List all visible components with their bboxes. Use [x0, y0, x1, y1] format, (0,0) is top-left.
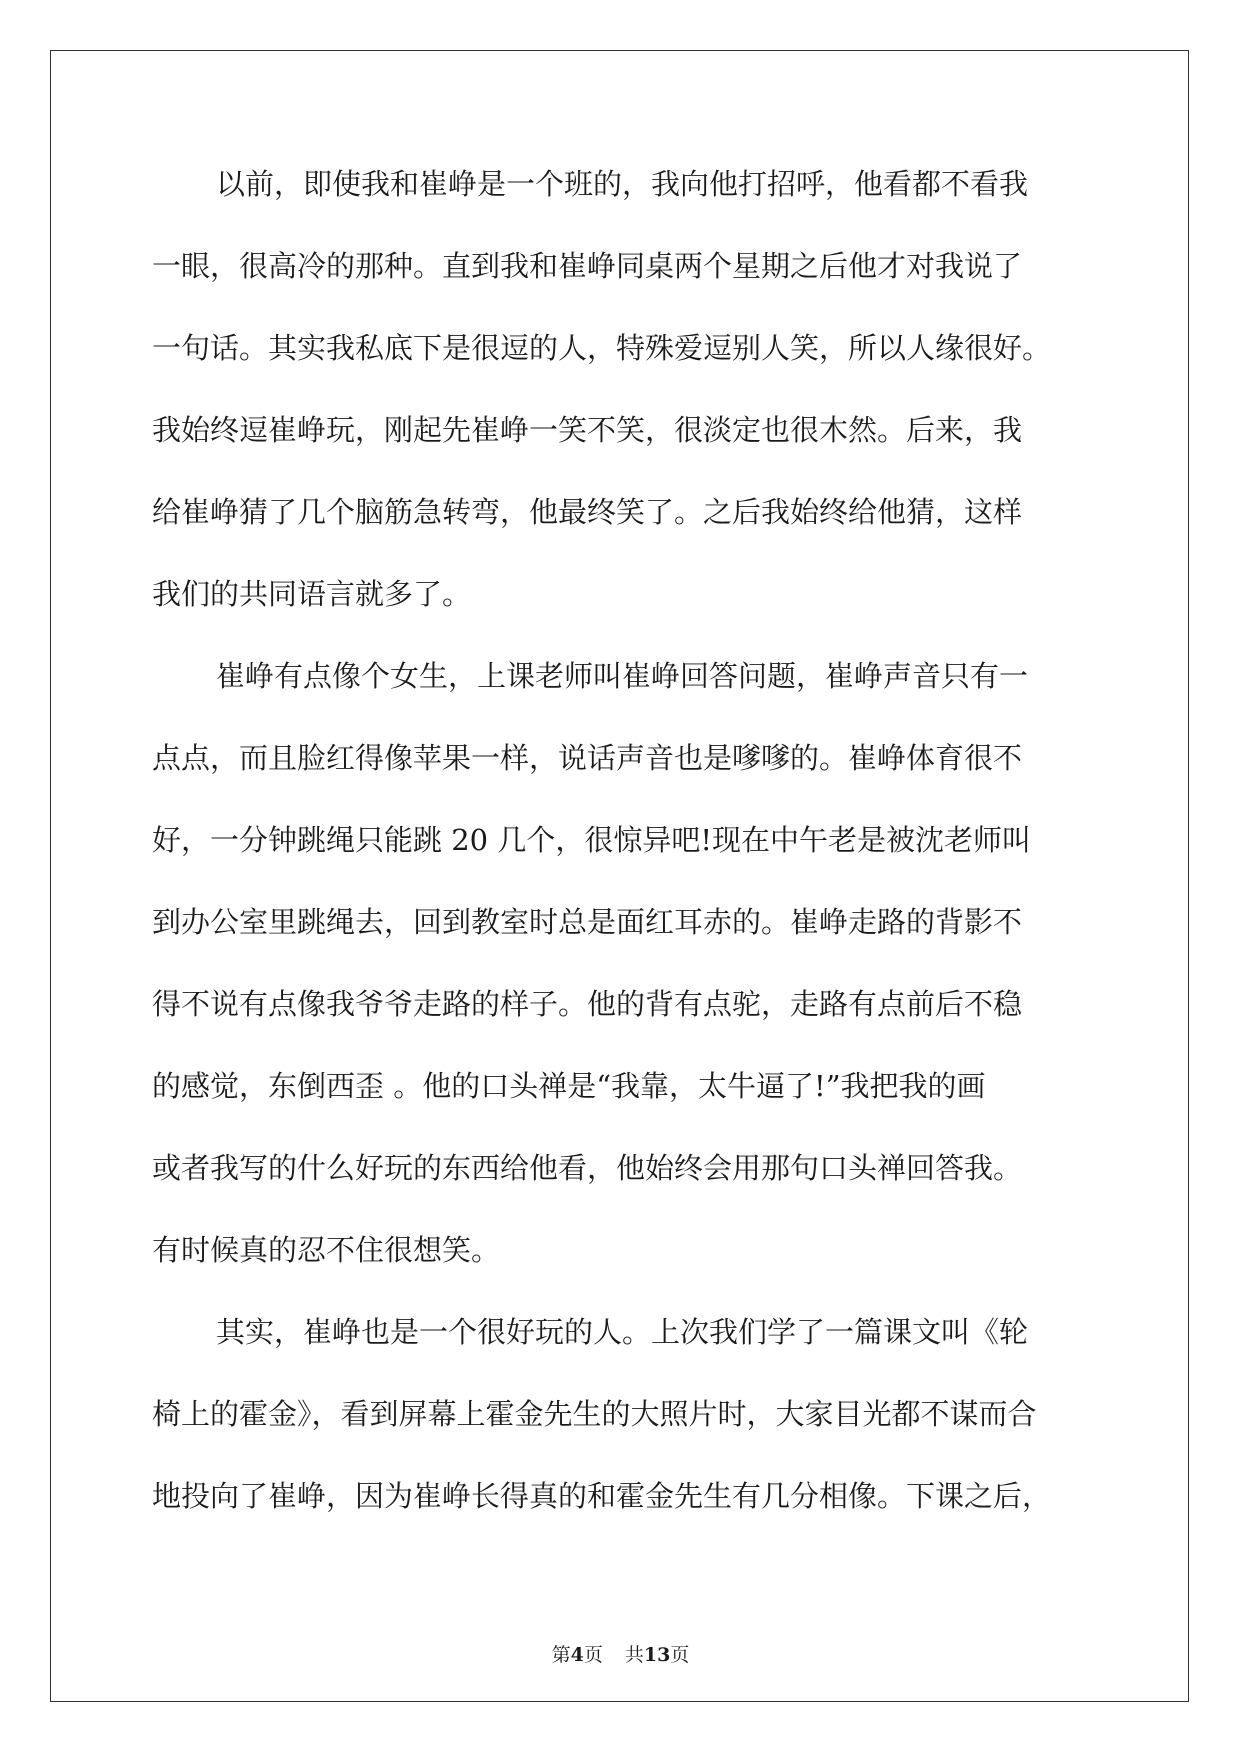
- current-page-number: 4: [570, 1644, 584, 1666]
- total-page-count: 13: [643, 1644, 671, 1666]
- paragraph-1-line-3: 一句话。其实我私底下是很逗的人，特殊爱逗别人笑，所以人缘很好。: [152, 331, 1052, 365]
- paragraph-2-line-1: 崔峥有点像个女生，上课老师叫崔峥回答问题，崔峥声音只有一: [216, 659, 1029, 693]
- paragraph-2-line-3: 好，一分钟跳绳只能跳 20 几个，很惊异吧!现在中午老是被沈老师叫: [152, 823, 1031, 857]
- footer-page-suffix: 页: [583, 1644, 603, 1666]
- paragraph-2-line-8: 有时候真的忍不住很想笑。: [152, 1233, 501, 1267]
- paragraph-2-line-2: 点点，而且脸红得像苹果一样，说话声音也是嗲嗲的。崔峥体育很不: [152, 741, 1023, 775]
- footer-total-prefix: 共: [624, 1644, 644, 1666]
- paragraph-3-line-1: 其实，崔峥也是一个很好玩的人。上次我们学了一篇课文叫《轮: [216, 1315, 1029, 1349]
- paragraph-2-line-6: 的感觉，东倒西歪 。他的口头禅是“我靠，太牛逼了!”我把我的画: [152, 1069, 986, 1103]
- paragraph-1-line-5: 给崔峥猜了几个脑筋急转弯，他最终笑了。之后我始终给他猜，这样: [152, 495, 1023, 529]
- footer-total-suffix: 页: [670, 1644, 690, 1666]
- paragraph-3-line-3: 地投向了崔峥，因为崔峥长得真的和霍金先生有几分相像。下课之后，: [152, 1479, 1052, 1513]
- paragraph-3-line-2: 椅上的霍金》，看到屏幕上霍金先生的大照片时，大家目光都不谋而合: [152, 1397, 1037, 1431]
- paragraph-1-line-2: 一眼，很高冷的那种。直到我和崔峥同桌两个星期之后他才对我说了: [152, 249, 1023, 283]
- paragraph-1-line-1: 以前，即使我和崔峥是一个班的，我向他打招呼，他看都不看我: [216, 167, 1029, 201]
- paragraph-2-line-5: 得不说有点像我爷爷走路的样子。他的背有点驼，走路有点前后不稳: [152, 987, 1023, 1021]
- paragraph-1-line-6: 我们的共同语言就多了。: [152, 577, 472, 611]
- paragraph-2-line-7: 或者我写的什么好玩的东西给他看，他始终会用那句口头禅回答我。: [152, 1151, 1023, 1185]
- paragraph-1-line-4: 我始终逗崔峥玩，刚起先崔峥一笑不笑，很淡定也很木然。后来，我: [152, 413, 1023, 447]
- page-footer: [0, 1640, 1241, 1667]
- body-text: [152, 162, 1092, 1556]
- footer-prefix: 第: [551, 1644, 571, 1666]
- paragraph-2-line-4: 到办公室里跳绳去，回到教室时总是面红耳赤的。崔峥走路的背影不: [152, 905, 1023, 939]
